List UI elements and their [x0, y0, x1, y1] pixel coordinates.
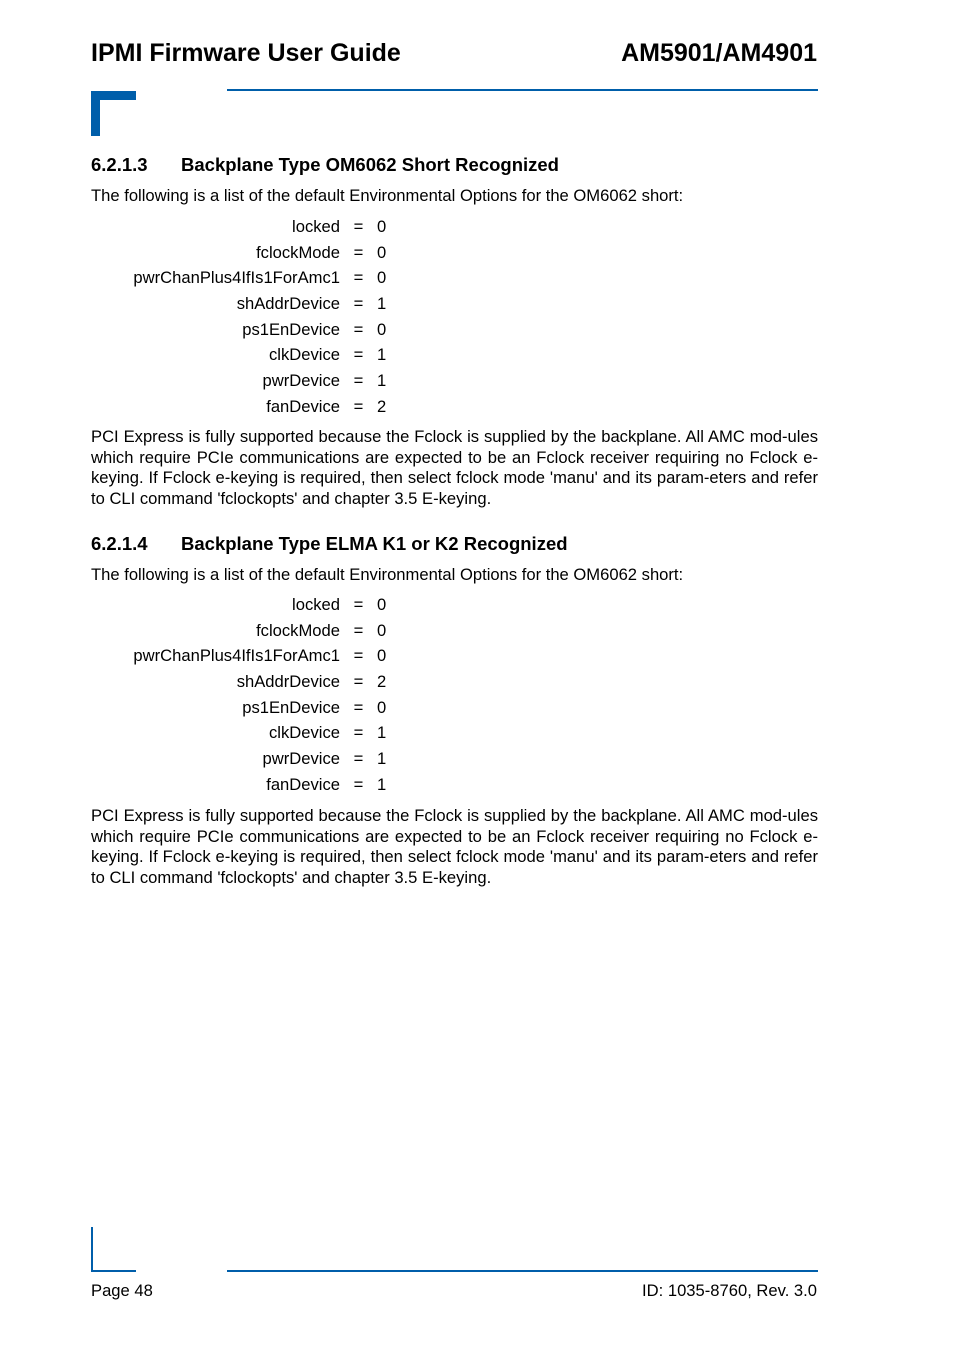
option-equals: = [353, 242, 364, 262]
option-equals: = [353, 697, 364, 717]
option-value: 0 [377, 217, 387, 236]
option-name: clkDevice [268, 723, 340, 743]
option-name: pwrChanPlus4IfIs1ForAmc1 [133, 268, 340, 288]
option-name: fclockMode [256, 620, 340, 640]
option-equals: = [353, 749, 364, 769]
section-heading-6-2-1-3 [91, 154, 559, 176]
product-model: AM5901/AM4901 [621, 39, 817, 67]
option-value: 1 [377, 749, 387, 769]
corner-mark-bottom [91, 1270, 136, 1272]
option-value: 0 [377, 697, 387, 717]
option-value: 2 [377, 672, 387, 692]
option-name: shAddrDevice [236, 672, 340, 692]
option-name: ps1EnDevice [242, 319, 340, 339]
option-row [91, 669, 411, 695]
option-equals: = [353, 620, 364, 640]
option-row [91, 317, 411, 343]
section-title: Backplane Type OM6062 Short Recognized [181, 154, 559, 175]
corner-mark-top-vertical [91, 91, 100, 136]
section-number: 6.2.1.3 [91, 154, 148, 175]
option-equals: = [353, 217, 364, 236]
option-equals: = [353, 646, 364, 666]
option-row [91, 291, 411, 317]
option-value: 0 [377, 319, 387, 339]
corner-mark-bottom-vertical [91, 1227, 93, 1272]
option-row [91, 772, 411, 798]
option-row [91, 394, 411, 420]
document-title: IPMI Firmware User Guide [91, 39, 401, 67]
page-number: Page 48 [91, 1281, 153, 1300]
option-row [91, 720, 411, 746]
option-name: clkDevice [268, 345, 340, 365]
option-value: 0 [377, 242, 387, 262]
options-table [91, 592, 411, 798]
option-name: locked [292, 217, 340, 236]
option-equals: = [353, 345, 364, 365]
option-row [91, 214, 411, 240]
header-divider [227, 89, 818, 91]
option-value: 0 [377, 646, 387, 666]
option-row [91, 368, 411, 394]
options-table [91, 214, 411, 420]
option-equals: = [353, 774, 364, 794]
option-value: 1 [377, 345, 387, 365]
document-id: ID: 1035-8760, Rev. 3.0 [642, 1281, 817, 1300]
option-row [91, 746, 411, 772]
option-name: shAddrDevice [236, 294, 340, 314]
option-equals: = [353, 723, 364, 743]
section-heading-6-2-1-4 [91, 533, 568, 555]
option-name: fclockMode [256, 242, 340, 262]
option-equals: = [353, 672, 364, 692]
option-name: pwrDevice [262, 371, 340, 391]
section-intro: The following is a list of the default Environmental Options for the OM6062 short: [91, 186, 684, 205]
option-value: 1 [377, 723, 387, 743]
section-number: 6.2.1.4 [91, 533, 148, 554]
option-name: locked [292, 595, 340, 614]
option-row [91, 592, 411, 618]
option-value: 1 [377, 294, 387, 314]
option-equals: = [353, 595, 364, 614]
option-name: pwrDevice [262, 749, 340, 769]
option-row [91, 618, 411, 644]
option-row [91, 695, 411, 721]
option-row [91, 265, 411, 291]
option-equals: = [353, 371, 364, 391]
section-title: Backplane Type ELMA K1 or K2 Recognized [181, 533, 568, 554]
section-note: PCI Express is fully supported because the Fclock is supplied by the backplane. All AMC mod-ules which require PCIe communications are expected to be an Fclock receiver requiring no Fclock e-keying. If Fclock e-keying is required, then select fclock mode 'manu' and its param-eters and refer to CLI command 'fclockopts' and chapter 3.5 E-keying. [91, 427, 818, 508]
footer-divider [227, 1270, 818, 1272]
option-equals: = [353, 319, 364, 339]
section-note: PCI Express is fully supported because the Fclock is supplied by the backplane. All AMC mod-ules which require PCIe communications are expected to be an Fclock receiver requiring no Fclock e-keying. If Fclock e-keying is required, then select fclock mode 'manu' and its param-eters and refer to CLI command 'fclockopts' and chapter 3.5 E-keying. [91, 806, 818, 887]
option-equals: = [353, 294, 364, 314]
option-name: pwrChanPlus4IfIs1ForAmc1 [133, 646, 340, 666]
option-value: 0 [377, 268, 387, 288]
option-value: 0 [377, 595, 387, 614]
option-name: ps1EnDevice [242, 697, 340, 717]
option-row [91, 643, 411, 669]
option-row [91, 342, 411, 368]
option-row [91, 240, 411, 266]
option-value: 2 [377, 396, 387, 416]
option-name: fanDevice [266, 774, 340, 794]
option-equals: = [353, 268, 364, 288]
option-name: fanDevice [266, 396, 340, 416]
option-value: 1 [377, 774, 387, 794]
option-value: 1 [377, 371, 387, 391]
section-intro: The following is a list of the default Environmental Options for the OM6062 short: [91, 565, 684, 584]
option-equals: = [353, 396, 364, 416]
option-value: 0 [377, 620, 387, 640]
